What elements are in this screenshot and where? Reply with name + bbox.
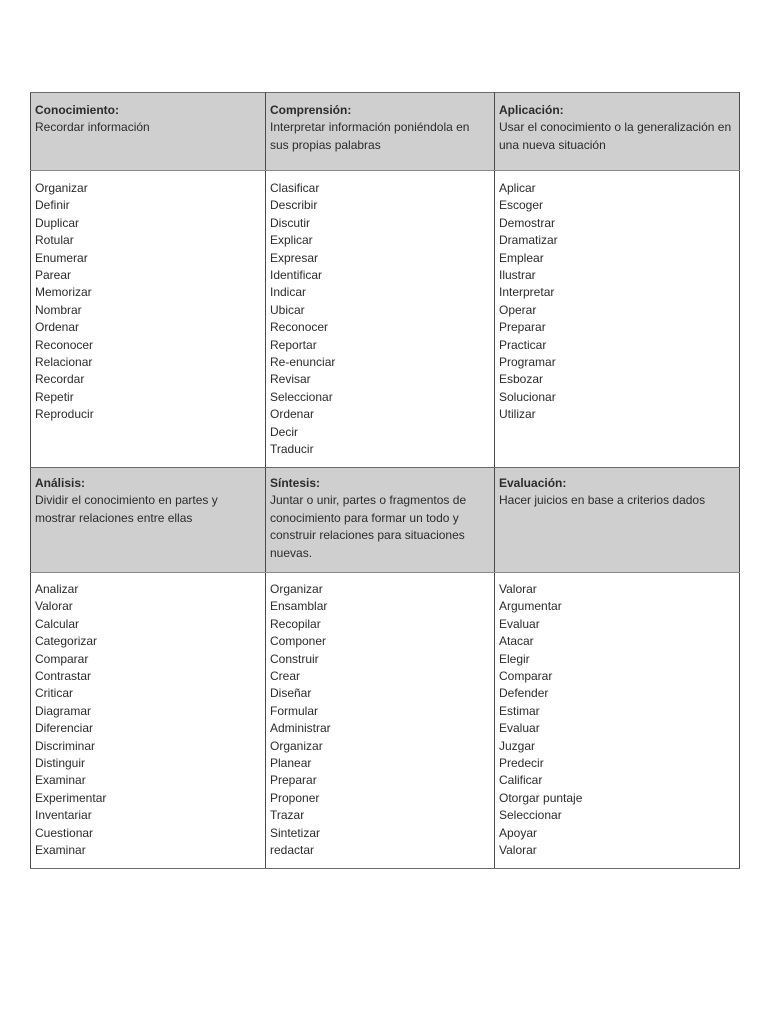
verb-item: Categorizar bbox=[35, 634, 98, 649]
verb-item: Componer bbox=[270, 634, 327, 649]
verb-item: Clasificar bbox=[270, 181, 320, 195]
verb-item: Reportar bbox=[270, 337, 317, 352]
verb-item: Otorgar puntaje bbox=[499, 790, 583, 805]
verb-item: Escoger bbox=[499, 198, 544, 213]
verb-item: Decir bbox=[270, 424, 299, 439]
verb-item: Recopilar bbox=[270, 616, 321, 631]
category-description: Recordar información bbox=[35, 120, 150, 135]
verb-item: Construir bbox=[270, 651, 319, 666]
verb-item: Evaluar bbox=[499, 616, 540, 631]
verb-item: Indicar bbox=[270, 285, 307, 300]
verb-list bbox=[499, 581, 735, 860]
verb-item: Solucionar bbox=[499, 389, 556, 404]
verb-cell-comprension bbox=[266, 171, 495, 468]
verb-item: Ordenar bbox=[35, 320, 80, 335]
verb-item: Sintetizar bbox=[270, 825, 321, 840]
verb-item: Organizar bbox=[270, 738, 323, 753]
verb-item: Inventariar bbox=[35, 808, 92, 823]
verb-item: Parear bbox=[35, 268, 72, 283]
verb-item: Preparar bbox=[270, 773, 317, 788]
bloom-taxonomy-table bbox=[30, 92, 740, 869]
verb-item: Dramatizar bbox=[499, 233, 558, 248]
verb-item: Organizar bbox=[270, 582, 323, 596]
verb-item: Juzgar bbox=[499, 738, 536, 753]
verb-item: Contrastar bbox=[35, 669, 92, 684]
verb-item: Calcular bbox=[35, 616, 80, 631]
verb-item: Ensamblar bbox=[270, 599, 328, 614]
verb-item: Definir bbox=[35, 198, 70, 213]
verb-item: Experimentar bbox=[35, 790, 107, 805]
verb-item: Estimar bbox=[499, 703, 540, 718]
verb-item: Valorar bbox=[35, 599, 73, 614]
verb-item: Enumerar bbox=[35, 250, 88, 265]
verb-item: Elegir bbox=[499, 651, 530, 666]
verb-item: Repetir bbox=[35, 389, 74, 404]
category-description: Juntar o unir, partes o fragmentos de conocimiento para formar un todo y construir relaciones para situaciones nuevas. bbox=[270, 493, 467, 560]
category-cell-conocimiento bbox=[31, 93, 266, 171]
verb-item: Recordar bbox=[35, 372, 85, 387]
verb-item: Examinar bbox=[35, 773, 86, 788]
verb-item: Distinguir bbox=[35, 756, 86, 771]
category-title: Síntesis: bbox=[270, 476, 321, 490]
verb-item: Preparar bbox=[499, 320, 546, 335]
category-description: Usar el conocimiento o la generalización en una nueva situación bbox=[499, 120, 732, 152]
category-header-row bbox=[31, 93, 740, 171]
verb-item: Crear bbox=[270, 669, 301, 684]
verb-item: Reconocer bbox=[35, 337, 94, 352]
verb-cell-evaluacion bbox=[495, 573, 740, 869]
verb-item: Proponer bbox=[270, 790, 320, 805]
verb-item: Planear bbox=[270, 756, 312, 771]
verb-item: Examinar bbox=[35, 843, 86, 858]
verb-item: Evaluar bbox=[499, 721, 540, 736]
verb-item: Discutir bbox=[270, 215, 311, 230]
verb-item: Argumentar bbox=[499, 599, 562, 614]
verb-item: Seleccionar bbox=[270, 389, 333, 404]
verb-item: Comparar bbox=[499, 669, 553, 684]
verb-item: Comparar bbox=[35, 651, 89, 666]
category-cell-sintesis bbox=[266, 468, 495, 573]
verb-item: Seleccionar bbox=[499, 808, 562, 823]
verb-item: Re-enunciar bbox=[270, 355, 336, 370]
verb-item: Operar bbox=[499, 302, 537, 317]
verb-item: Ordenar bbox=[270, 407, 315, 422]
verb-item: Expresar bbox=[270, 250, 319, 265]
verb-item: Ubicar bbox=[270, 302, 305, 317]
verb-cell-aplicacion bbox=[495, 171, 740, 468]
verb-item: Explicar bbox=[270, 233, 313, 248]
category-cell-aplicacion bbox=[495, 93, 740, 171]
verb-item: Ilustrar bbox=[499, 268, 536, 283]
verb-item: Emplear bbox=[499, 250, 544, 265]
verb-item: Memorizar bbox=[35, 285, 92, 300]
verb-cell-analisis bbox=[31, 573, 266, 869]
verb-item: redactar bbox=[270, 843, 315, 858]
category-title: Análisis: bbox=[35, 476, 86, 490]
verb-list-row bbox=[31, 573, 740, 869]
verb-item: Programar bbox=[499, 355, 556, 370]
verb-item: Identificar bbox=[270, 268, 323, 283]
category-title: Aplicación: bbox=[499, 103, 564, 117]
verb-item: Analizar bbox=[35, 582, 79, 596]
category-cell-comprension bbox=[266, 93, 495, 171]
verb-item: Organizar bbox=[35, 181, 88, 195]
category-description: Interpretar información poniéndola en sus propias palabras bbox=[270, 120, 470, 152]
verb-list bbox=[35, 180, 261, 424]
verb-item: Nombrar bbox=[35, 302, 82, 317]
verb-item: Trazar bbox=[270, 808, 305, 823]
verb-list bbox=[35, 581, 261, 860]
category-cell-analisis bbox=[31, 468, 266, 573]
verb-item: Discriminar bbox=[35, 738, 95, 753]
verb-cell-sintesis bbox=[266, 573, 495, 869]
verb-list bbox=[499, 180, 735, 424]
verb-item: Practicar bbox=[499, 337, 547, 352]
category-title: Evaluación: bbox=[499, 476, 567, 490]
category-cell-evaluacion bbox=[495, 468, 740, 573]
verb-item: Rotular bbox=[35, 233, 74, 248]
category-title: Comprensión: bbox=[270, 103, 352, 117]
verb-item: Cuestionar bbox=[35, 825, 94, 840]
verb-list bbox=[270, 180, 490, 459]
verb-item: Diagramar bbox=[35, 703, 92, 718]
verb-item: Formular bbox=[270, 703, 319, 718]
verb-item: Esbozar bbox=[499, 372, 544, 387]
verb-item: Administrar bbox=[270, 721, 331, 736]
verb-item: Calificar bbox=[499, 773, 543, 788]
category-title: Conocimiento: bbox=[35, 103, 119, 117]
verb-item: Relacionar bbox=[35, 355, 93, 370]
verb-item: Traducir bbox=[270, 442, 314, 457]
verb-item: Interpretar bbox=[499, 285, 555, 300]
verb-item: Apoyar bbox=[499, 825, 538, 840]
verb-item: Diferenciar bbox=[35, 721, 94, 736]
verb-item: Predecir bbox=[499, 756, 544, 771]
verb-item: Valorar bbox=[499, 582, 537, 596]
verb-cell-conocimiento bbox=[31, 171, 266, 468]
verb-item: Defender bbox=[499, 686, 549, 701]
verb-item: Utilizar bbox=[499, 407, 536, 422]
verb-item: Describir bbox=[270, 198, 318, 213]
verb-item: Revisar bbox=[270, 372, 311, 387]
verb-item: Diseñar bbox=[270, 686, 312, 701]
verb-item: Demostrar bbox=[499, 215, 556, 230]
verb-item: Duplicar bbox=[35, 215, 80, 230]
verb-item: Reproducir bbox=[35, 407, 94, 422]
verb-item: Criticar bbox=[35, 686, 73, 701]
category-description: Dividir el conocimiento en partes y mostrar relaciones entre ellas bbox=[35, 493, 218, 525]
verb-list bbox=[270, 581, 490, 860]
verb-item: Reconocer bbox=[270, 320, 329, 335]
verb-list-row bbox=[31, 171, 740, 468]
category-header-row bbox=[31, 468, 740, 573]
verb-item: Valorar bbox=[499, 843, 537, 858]
verb-item: Atacar bbox=[499, 634, 534, 649]
category-description: Hacer juicios en base a criterios dados bbox=[499, 493, 706, 508]
verb-item: Aplicar bbox=[499, 181, 536, 195]
